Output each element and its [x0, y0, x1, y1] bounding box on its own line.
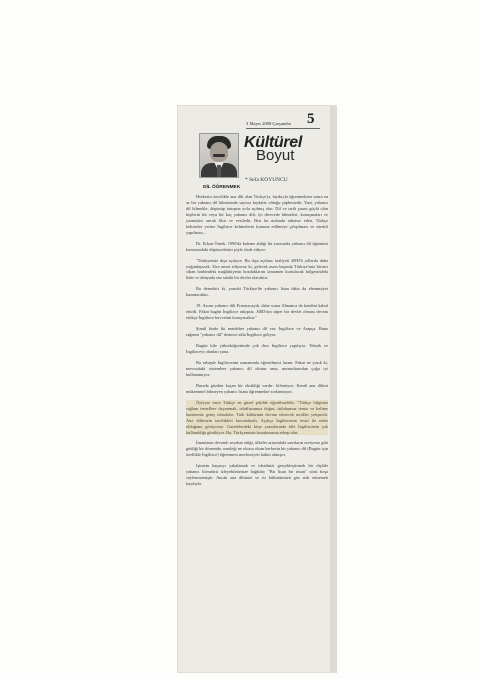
article-heading: DİL ÖĞRENMEK	[203, 185, 241, 190]
photo-moustache	[213, 154, 225, 157]
author-photo	[199, 133, 239, 178]
page-number: 5	[307, 111, 315, 127]
article-paragraph: İnsanların devamlı seyahat ettiği, ülkeler arasındaki sınırların seviyesiz gibi geldiği bir dönemde, mesleği ne olursa olsun herkesin bir yabancı dil (Bugün için özellikle İngilizce) öğrenmesi mecburiyeti halini almıştır.	[186, 440, 328, 458]
article-paragraph: Bu sebeple İngilizcenin zamanında öğrenilmesi lazım. Fakat ne yazık ki, mevcuttaki sistemlere yabancı dil okutur ama, mezunlarından çoğu iyi kullanamıyor.	[186, 359, 328, 377]
article-body	[186, 194, 328, 492]
article-paragraph: Şimdi bizde iki mutebber yabancı dil var: İngilizce ve Arapça. Buna rağmen "yabancı dil" denince akla İngilizce geliyor.	[186, 326, 328, 338]
article-paragraph: Bu demektir ki, yarınki Türkiye'de yabancı lisan daha da ehemmiyet kazanacaktır.	[186, 286, 328, 298]
clipping-shadow-edge	[330, 106, 336, 672]
article-paragraph-highlighted: Öyleyse önce Türkçe en güzel şekilde öğretilmelidir. "Türkçe bilgimiz sağlam temellere dayanmalı, telaffuzumuz doğru, üslubumuz temiz ve kelime hazinemiz geniş olmalıdır. Türk kültürünü devam ettirecek nesiller yetişmeli. Ana dilimizin incelikleri kavratılmalı. Açıkça İngilizcenin tesiri ile neler olduğunu görüyoruz. Gazetelerdeki köşe yazarlarında bile İngilizcenin çok kullanıldığı görülüyor. Bu, Türkçemizin bozulmasına sebep olur.	[186, 399, 328, 435]
column-title-kulturel: Kültürel	[244, 134, 303, 151]
article-paragraph: "Türkiyemiz dışa açılıyor. Bu dışa açılma; faaliyeti 2000'li yıllarda daha yoğunlaşacak. Zira umut ediyoruz ki, gelecek asrın başında Türkiye'miz birinci cihan harbindeki mağlubiyetin bozduklarını tamamen kurtulacak bölgesindeki lider ve dünyada söz sahibi bir devlet olacaktır.	[186, 257, 328, 281]
article-paragraph: 19. Asırın yabancı dili Fransızcaydı, daha sonra Almanca da kendini kabul ettirdi. Fakat bugün İngilizce rakipsiz. ABD'nin süper bir devlet olması devam ettikçe İngilizce kuvvetini koruyacaktır."	[186, 303, 328, 321]
photo-tie	[217, 165, 221, 177]
article-paragraph: Herkesin öncelikle ana dili olan Türkçe'yi, layıkıyla öğrenmekten sonra en az bir yabancı dil bilmesinde sayısız faydalar olduğu şüphesizdir. Yani, yabancı dil bilmekle, düşünüp tartışma yolu açılmış olur. Dil ve tarih şuuru güçlü olan kişilerin bir veya bir kaç yabancı dili, iyi derecede bilmeleri, konuşmaları ve yazmaları ancak fikir ve vesiledir. Bizi bu noktada rahatsız eden, Türkçe kelimeler yerine İngilizce kelimelerin kuruma edilmeye çalışılması ve sürekli yapılması...	[186, 194, 328, 235]
issue-date: 3 Mayıs 2000 Çarşamba	[246, 121, 291, 126]
article-paragraph: Dr. Erkan Örnek, 1990'da kaleme aldığı bir yazısında yabancı dil öğrenimi konusundaki düşüncelerini şöyle ifade ediyor:	[186, 240, 328, 252]
photo-face	[210, 142, 228, 162]
article-paragraph: Bugün bile yükseköğretimde çok ders İngilizce yapılıyor. Teknik ve İngilizceyi olanları yana.	[186, 343, 328, 355]
author-byline: * Sefa KOYUNCU	[245, 177, 288, 183]
column-title-boyut: Boyut	[256, 147, 295, 164]
article-paragraph: İşinizin başarıyı yakalamak ve idealinizi gerçekleştirmek bir dişlide yabancı literatürü izleyebilmenize bağlıdır; "Bir lisan bir insan" sözü boşa söylenmemiştir. Ancak ana dilimizi ve öz kültürümüzü göz ardı etmemek kaydıyla.	[186, 463, 328, 487]
article-paragraph: Burada gözden kaçan bir eksikliği vardır: bilemiyor; Kendi ana dilimi mükemmel bilmeyen yabancı lisanı öğrenmekte zorlanmıyor.	[186, 382, 328, 394]
header-rule	[246, 128, 320, 129]
